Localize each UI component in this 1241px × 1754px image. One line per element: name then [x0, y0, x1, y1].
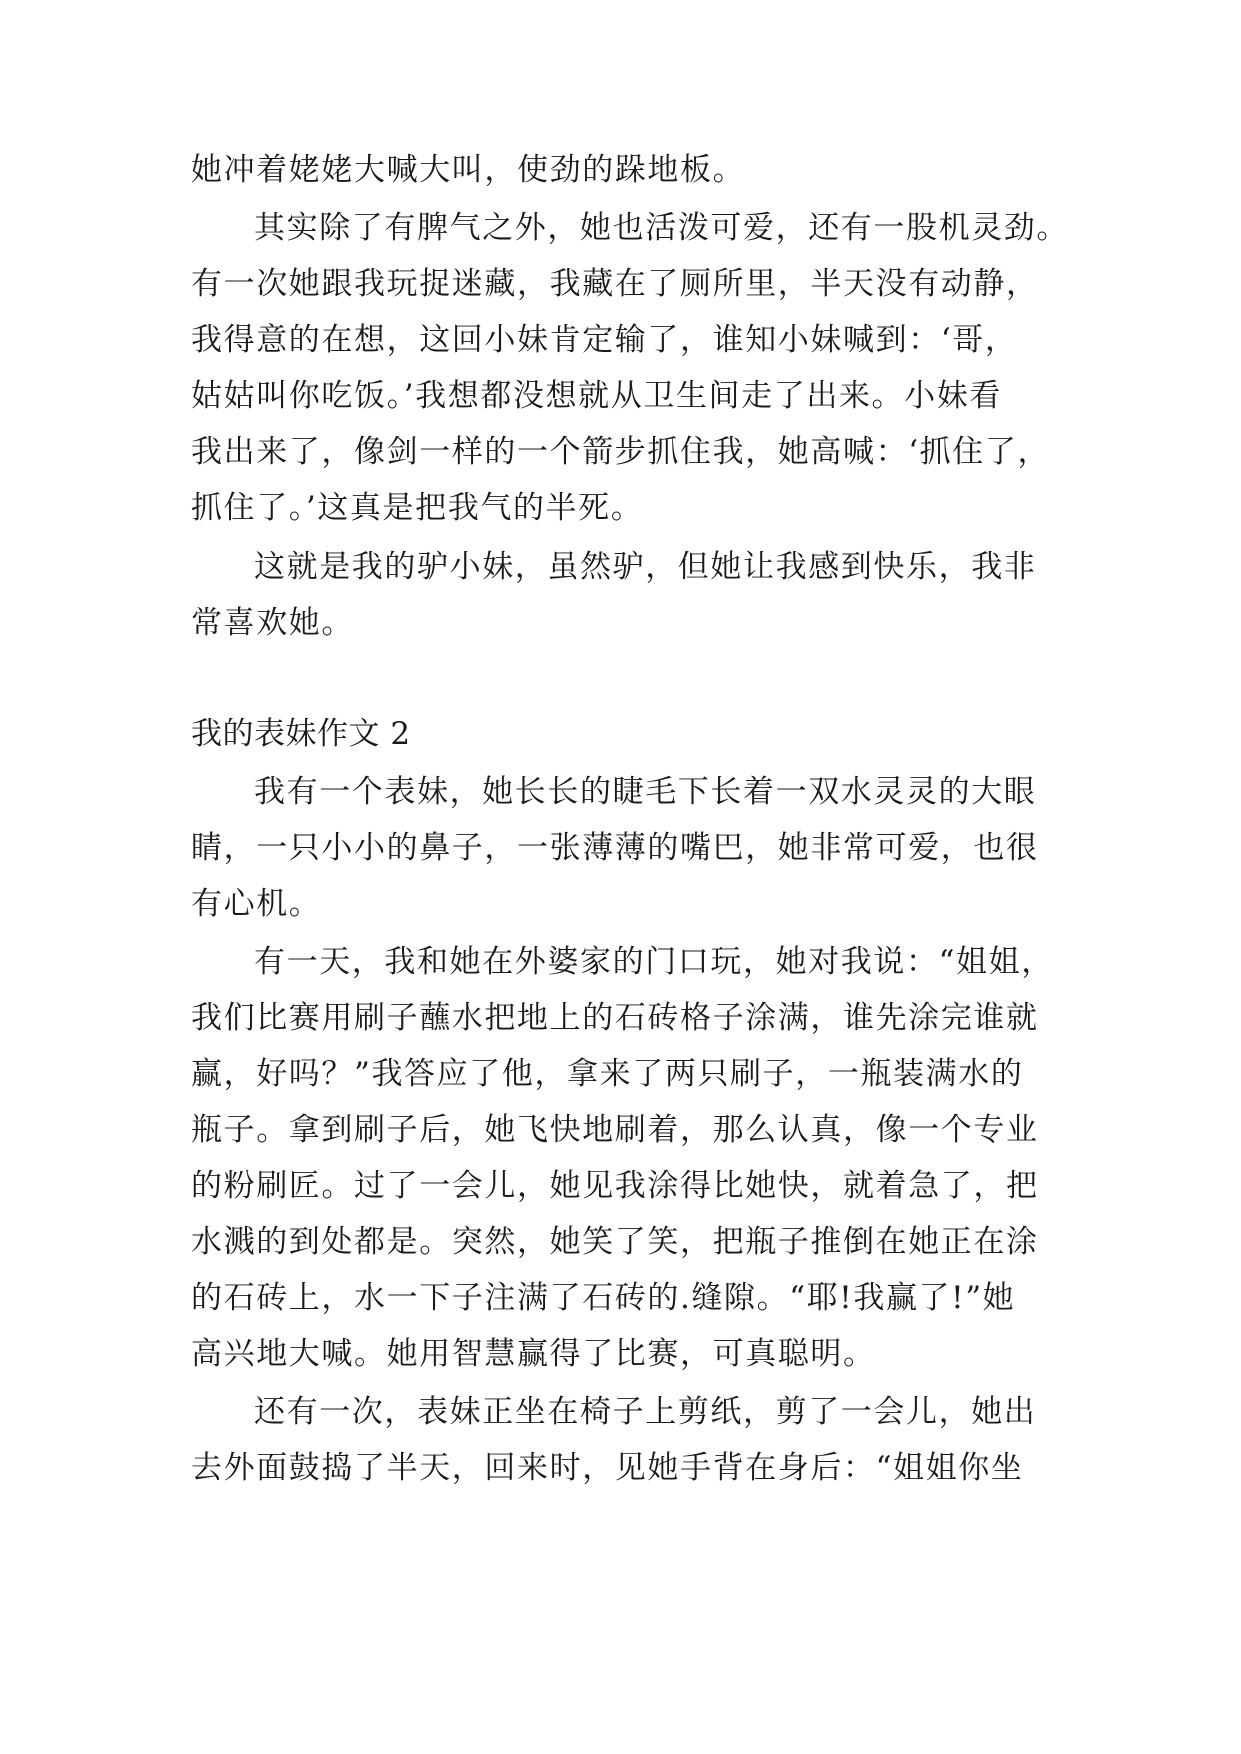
text-line: 有一次她跟我玩捉迷藏，我藏在了厕所里，半天没有动静，: [191, 266, 1039, 302]
paragraph-start-line: 还有一次，表妹正坐在椅子上剪纸，剪了一会儿，她出: [254, 1394, 1037, 1430]
text-line: 我们比赛用刷子蘸水把地上的石砖格子涂满，谁先涂完谁就: [191, 1000, 1039, 1036]
text-line: 有心机。: [191, 886, 322, 922]
paragraph-start-line: 其实除了有脾气之外，她也活泼可爱，还有一股机灵劲。: [254, 210, 1069, 246]
text-line: 赢，好吗？”我答应了他，拿来了两只刷子，一瓶装满水的: [191, 1056, 1024, 1092]
paragraph-start-line: 这就是我的驴小妹，虽然驴，但她让我感到快乐，我非: [254, 549, 1037, 585]
text-line: 我出来了，像剑一样的一个箭步抓住我，她高喊：‘抓住了，: [191, 434, 1051, 470]
text-line: 我得意的在想，这回小妹肯定输了，谁知小妹喊到：‘哥，: [191, 322, 1018, 358]
text-line: 的石砖上，水一下子注满了石砖的.缝隙。“耶!我赢了!”她: [191, 1280, 1016, 1316]
paragraph-start-line: 有一天，我和她在外婆家的门口玩，她对我说：“姐姐，: [254, 944, 1054, 980]
text-line: 她冲着姥姥大喊大叫，使劲的跺地板。: [191, 152, 746, 188]
paragraph-start-line: 我有一个表妹，她长长的睫毛下长着一双水灵灵的大眼: [254, 774, 1037, 810]
text-line: 高兴地大喊。她用智慧赢得了比赛，可真聪明。: [191, 1336, 876, 1372]
text-line: 水溅的到处都是。突然，她笑了笑，把瓶子推倒在她正在涂: [191, 1224, 1039, 1260]
text-line: 瓶子。拿到刷子后，她飞快地刷着，那么认真，像一个专业: [191, 1112, 1039, 1148]
section-title: 我的表妹作文 2: [191, 716, 411, 752]
text-line: 姑姑叫你吃饭。’我想都没想就从卫生间走了出来。小妹看: [191, 378, 1002, 414]
text-line: 常喜欢她。: [191, 605, 354, 641]
text-line: 去外面鼓捣了半天，回来时，见她手背在身后：“姐姐你坐: [191, 1450, 1024, 1486]
text-line: 抓住了。’这真是把我气的半死。: [191, 490, 644, 526]
text-line: 睛，一只小小的鼻子，一张薄薄的嘴巴，她非常可爱，也很: [191, 830, 1039, 866]
text-line: 的粉刷匠。过了一会儿，她见我涂得比她快，就着急了，把: [191, 1168, 1039, 1204]
